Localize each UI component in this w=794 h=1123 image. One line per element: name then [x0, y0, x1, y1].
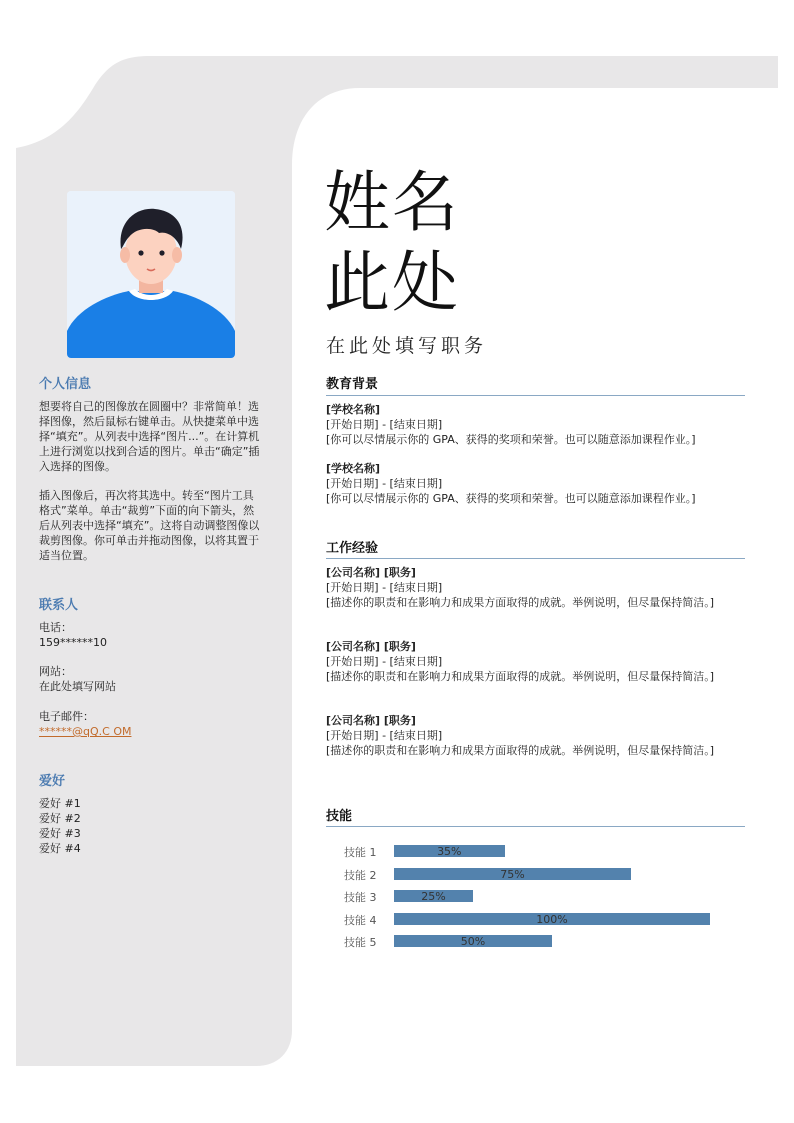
personal-info-paragraph-2: 插入图像后，再次将其选中。转至“图片工具格式”菜单。单击“裁剪”下面的向下箭头，然后从列表中选择“填充”。这将自动调整图像以裁剪图像。你可单击并拖动图像，以将其置于适当位置。 — [39, 489, 260, 562]
avatar-illustration — [67, 191, 235, 358]
school-name: [学校名称] — [326, 403, 381, 416]
phone-label: 电话： — [39, 621, 72, 634]
hobby-item: 爱好 #3 — [39, 827, 81, 840]
company-role: [公司名称] [职务] — [326, 714, 416, 727]
skills-divider — [326, 826, 745, 827]
education-heading: 教育背景 — [326, 377, 379, 392]
personal-info-heading: 个人信息 — [39, 377, 92, 392]
phone-value: 159******10 — [39, 636, 107, 649]
education-dates: [开始日期] - [结束日期] — [326, 418, 443, 431]
name-line-1: 姓名 — [324, 164, 460, 241]
profile-photo — [67, 191, 235, 358]
education-dates: [开始日期] - [结束日期] — [326, 477, 443, 490]
hobby-item: 爱好 #1 — [39, 797, 81, 810]
work-divider — [326, 558, 745, 559]
skill-label: 技能 2 — [344, 868, 377, 882]
personal-info-paragraph-1: 想要将自己的图像放在圆圈中？非常简单！选择图像，然后鼠标右键单击。从快捷菜单中选择“填充”。从列表中选择“图片...”。在计算机上进行浏览以找到合适的图片。单击“确定”插入选择的图像。 — [39, 400, 260, 473]
skill-value-label: 35% — [437, 845, 462, 858]
website-value: 在此处填写网站 — [39, 680, 116, 693]
school-name: [学校名称] — [326, 462, 381, 475]
work-entry — [326, 713, 736, 758]
skill-value-label: 75% — [500, 867, 525, 881]
hobbies-heading: 爱好 — [39, 774, 66, 789]
skill-label: 技能 5 — [344, 936, 377, 949]
work-description: [描述你的职责和在影响力和成果方面取得的成就。举例说明，但尽量保持简洁。] — [326, 596, 715, 609]
work-dates: [开始日期] - [结束日期] — [326, 655, 443, 668]
website-label: 网站： — [39, 665, 72, 678]
work-entry — [326, 565, 736, 610]
work-entry — [326, 639, 736, 684]
skills-chart — [326, 840, 746, 955]
education-description: [你可以尽情展示你的 GPA、获得的奖项和荣誉。也可以随意添加课程作业。] — [326, 492, 696, 505]
education-entry — [326, 461, 736, 506]
work-description: [描述你的职责和在影响力和成果方面取得的成就。举例说明，但尽量保持简洁。] — [326, 670, 715, 683]
education-description: [你可以尽情展示你的 GPA、获得的奖项和荣誉。也可以随意添加课程作业。] — [326, 433, 696, 446]
work-heading: 工作经验 — [326, 541, 379, 556]
email-label: 电子邮件： — [39, 710, 94, 723]
contact-heading: 联系人 — [39, 598, 79, 613]
skill-label: 技能 3 — [344, 891, 377, 904]
skill-value-label: 25% — [421, 890, 446, 903]
hobby-item: 爱好 #4 — [39, 842, 81, 855]
name-line-2: 此处 — [324, 244, 460, 321]
company-role: [公司名称] [职务] — [326, 640, 416, 653]
education-divider — [326, 395, 745, 396]
skill-label: 技能 4 — [344, 913, 377, 927]
skill-label: 技能 1 — [344, 846, 377, 859]
work-dates: [开始日期] - [结束日期] — [326, 581, 443, 594]
education-entry — [326, 402, 736, 447]
skill-value-label: 100% — [536, 912, 568, 926]
email-link[interactable]: ******@qQ.C OM — [39, 725, 132, 738]
work-description: [描述你的职责和在影响力和成果方面取得的成就。举例说明，但尽量保持简洁。] — [326, 744, 715, 757]
work-dates: [开始日期] - [结束日期] — [326, 729, 443, 742]
company-role: [公司名称] [职务] — [326, 566, 416, 579]
skill-value-label: 50% — [460, 935, 486, 948]
hobby-item: 爱好 #2 — [39, 812, 81, 825]
job-title: 在此处填写职务 — [326, 335, 488, 357]
skills-heading: 技能 — [326, 809, 353, 824]
